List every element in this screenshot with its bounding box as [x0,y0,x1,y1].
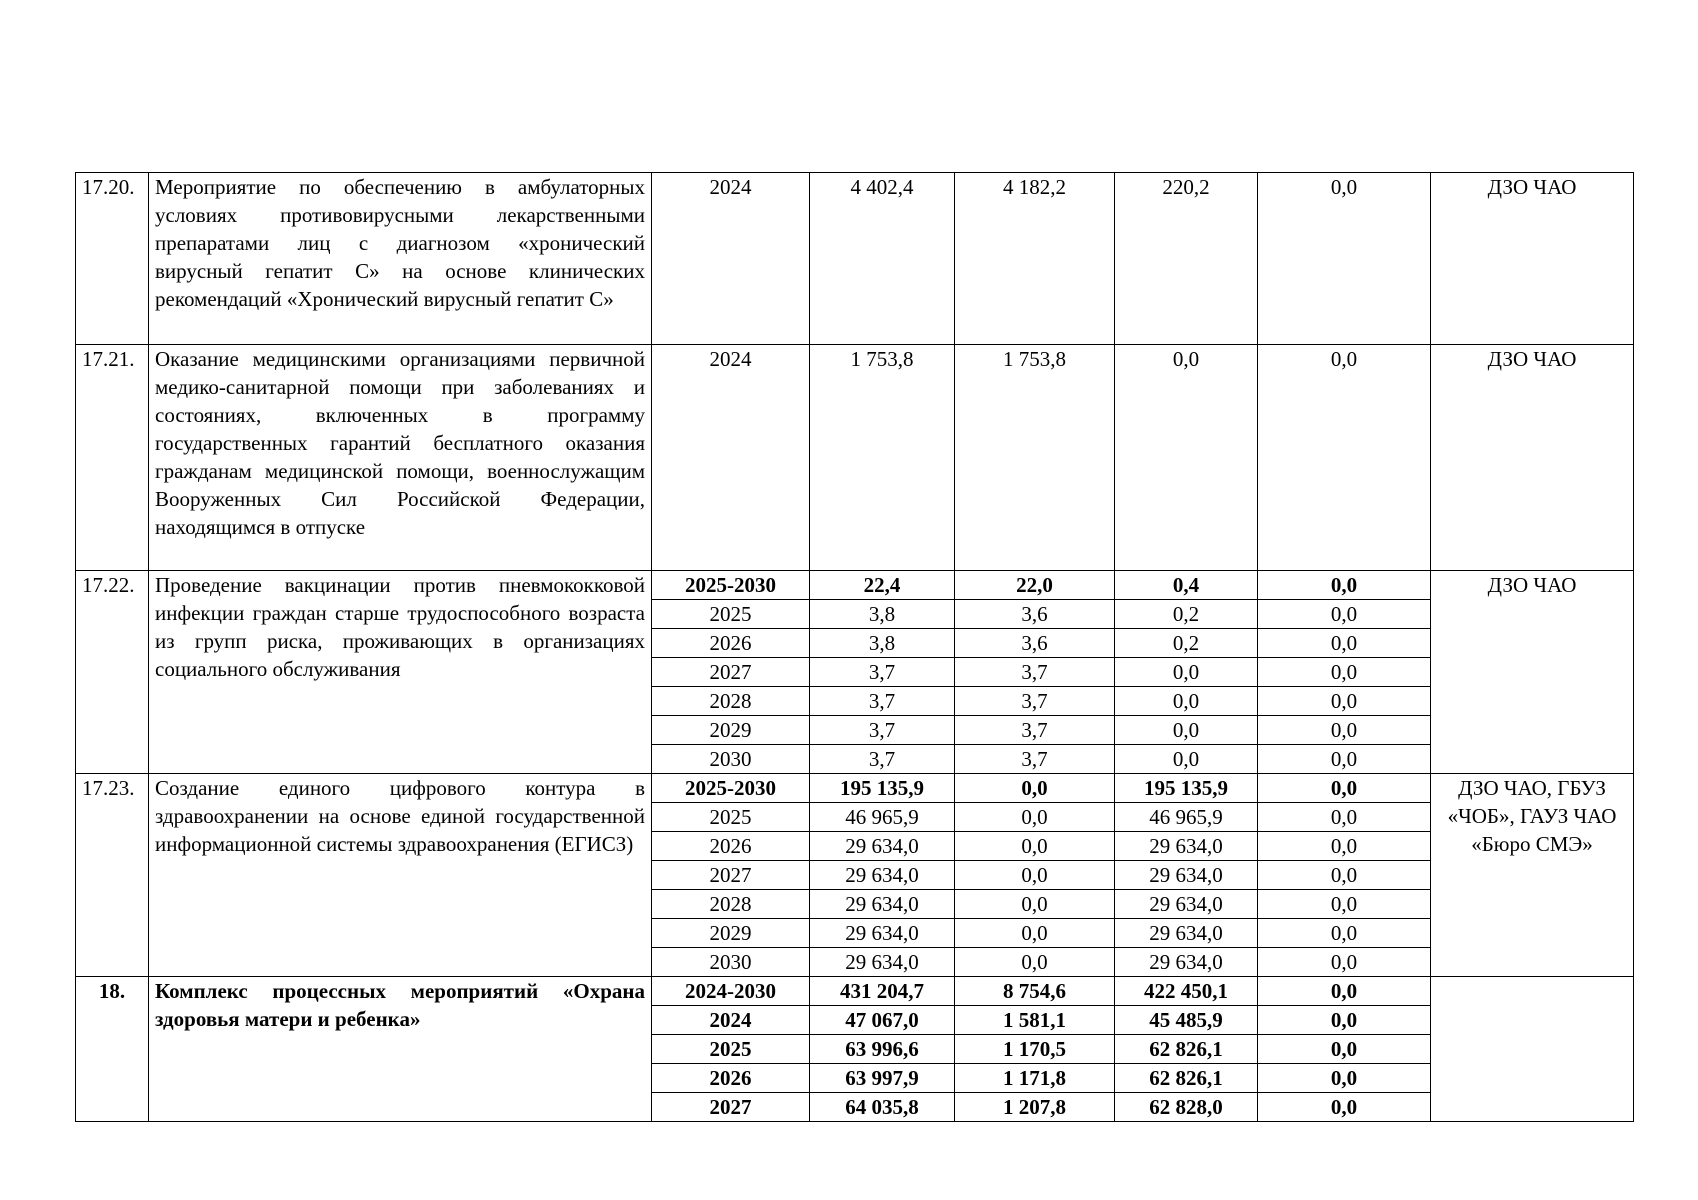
value-cell: 0,4 [1115,571,1258,600]
row-title: Мероприятие по обеспечению в амбулаторных условиях противовирусными лекарственными препаратами лиц с диагнозом «хронический вирусный гепатит С» на основе клинических рекомендаций «Хронический вирусный гепатит С» [149,173,652,345]
value-cell: 3,7 [955,745,1115,774]
value-cell: 3,7 [955,658,1115,687]
total-cell: 3,8 [810,629,955,658]
value-cell: 0,0 [1258,629,1431,658]
value-cell: 0,0 [1258,600,1431,629]
value-cell: 0,0 [955,774,1115,803]
total-cell: 29 634,0 [810,832,955,861]
value-cell: 0,0 [1115,345,1258,571]
value-cell: 422 450,1 [1115,977,1258,1006]
value-cell: 0,0 [1258,832,1431,861]
total-cell: 47 067,0 [810,1006,955,1035]
total-cell: 4 402,4 [810,173,955,345]
value-cell: 8 754,6 [955,977,1115,1006]
value-cell: 3,6 [955,629,1115,658]
row-title: Проведение вакцинации против пневмококковой инфекции граждан старше трудоспособного возраста из групп риска, проживающих в организациях социального обслуживания [149,571,652,774]
value-cell: 0,0 [1258,919,1431,948]
year-cell: 2024-2030 [652,977,810,1006]
row-code: 17.23. [76,774,149,977]
year-cell: 2025-2030 [652,774,810,803]
value-cell: 3,7 [955,687,1115,716]
value-cell: 0,0 [1258,571,1431,600]
row-code: 17.21. [76,345,149,571]
total-cell: 63 996,6 [810,1035,955,1064]
value-cell: 29 634,0 [1115,948,1258,977]
total-cell: 29 634,0 [810,890,955,919]
year-cell: 2027 [652,1093,810,1122]
value-cell: 1 753,8 [955,345,1115,571]
total-cell: 3,7 [810,716,955,745]
value-cell: 3,7 [955,716,1115,745]
table-row [76,774,1634,803]
value-cell: 0,0 [955,890,1115,919]
year-cell: 2030 [652,745,810,774]
total-cell: 22,4 [810,571,955,600]
value-cell: 29 634,0 [1115,919,1258,948]
total-cell: 29 634,0 [810,919,955,948]
value-cell: 0,0 [1258,890,1431,919]
value-cell: 0,0 [1258,1035,1431,1064]
value-cell: 0,0 [955,919,1115,948]
year-cell: 2027 [652,861,810,890]
total-cell: 29 634,0 [810,948,955,977]
value-cell: 0,0 [955,948,1115,977]
total-cell: 29 634,0 [810,861,955,890]
value-cell: 62 826,1 [1115,1035,1258,1064]
total-cell: 64 035,8 [810,1093,955,1122]
year-cell: 2028 [652,687,810,716]
value-cell: 0,0 [1258,948,1431,977]
value-cell: 0,0 [1258,1064,1431,1093]
value-cell: 45 485,9 [1115,1006,1258,1035]
value-cell: 0,0 [1258,687,1431,716]
value-cell: 0,0 [1258,1006,1431,1035]
value-cell: 0,0 [1258,345,1431,571]
value-cell: 0,2 [1115,629,1258,658]
value-cell: 0,0 [1258,803,1431,832]
value-cell: 1 207,8 [955,1093,1115,1122]
row-title: Оказание медицинскими организациями первичной медико-санитарной помощи при заболеваниях и состояниях, включенных в программу государственных гарантий бесплатного оказания гражданам медицинской помощи, военнослужащим Вооруженных Сил Российской Федерации, находящимся в отпуске [149,345,652,571]
total-cell: 195 135,9 [810,774,955,803]
value-cell: 29 634,0 [1115,832,1258,861]
total-cell: 46 965,9 [810,803,955,832]
value-cell: 0,0 [1115,716,1258,745]
total-cell: 3,7 [810,658,955,687]
total-cell: 3,7 [810,687,955,716]
year-cell: 2025 [652,803,810,832]
value-cell: 62 826,1 [1115,1064,1258,1093]
year-cell: 2030 [652,948,810,977]
executor-cell: ДЗО ЧАО [1431,571,1634,774]
value-cell: 22,0 [955,571,1115,600]
value-cell: 0,0 [1115,687,1258,716]
value-cell: 0,0 [1258,977,1431,1006]
value-cell: 3,6 [955,600,1115,629]
value-cell: 220,2 [1115,173,1258,345]
total-cell: 431 204,7 [810,977,955,1006]
year-cell: 2025 [652,1035,810,1064]
value-cell: 1 171,8 [955,1064,1115,1093]
year-cell: 2026 [652,629,810,658]
table-row [76,977,1634,1006]
row-title: Создание единого цифрового контура в здравоохранении на основе единой государственной информационной системы здравоохранения (ЕГИСЗ) [149,774,652,977]
year-cell: 2029 [652,716,810,745]
year-cell: 2028 [652,890,810,919]
value-cell: 46 965,9 [1115,803,1258,832]
year-cell: 2024 [652,173,810,345]
year-cell: 2025-2030 [652,571,810,600]
value-cell: 0,0 [955,861,1115,890]
total-cell: 3,7 [810,745,955,774]
row-code: 17.22. [76,571,149,774]
value-cell: 0,0 [1115,745,1258,774]
year-cell: 2024 [652,345,810,571]
value-cell: 0,0 [1258,1093,1431,1122]
value-cell: 29 634,0 [1115,890,1258,919]
value-cell: 1 581,1 [955,1006,1115,1035]
year-cell: 2029 [652,919,810,948]
year-cell: 2024 [652,1006,810,1035]
value-cell: 0,0 [955,803,1115,832]
budget-table [75,172,1634,1122]
executor-cell: ДЗО ЧАО [1431,345,1634,571]
value-cell: 195 135,9 [1115,774,1258,803]
executor-cell: ДЗО ЧАО [1431,173,1634,345]
value-cell: 0,2 [1115,600,1258,629]
value-cell: 0,0 [1258,658,1431,687]
year-cell: 2027 [652,658,810,687]
row-code: 17.20. [76,173,149,345]
total-cell: 3,8 [810,600,955,629]
total-cell: 63 997,9 [810,1064,955,1093]
value-cell: 0,0 [1115,658,1258,687]
year-cell: 2025 [652,600,810,629]
value-cell: 0,0 [1258,173,1431,345]
value-cell: 62 828,0 [1115,1093,1258,1122]
table-row [76,345,1634,571]
value-cell: 1 170,5 [955,1035,1115,1064]
year-cell: 2026 [652,1064,810,1093]
executor-cell: ДЗО ЧАО, ГБУЗ «ЧОБ», ГАУЗ ЧАО «Бюро СМЭ» [1431,774,1634,977]
table-row [76,173,1634,345]
row-title: Комплекс процессных мероприятий «Охрана здоровья матери и ребенка» [149,977,652,1122]
year-cell: 2026 [652,832,810,861]
value-cell: 0,0 [1258,745,1431,774]
row-code: 18. [76,977,149,1122]
table-row [76,571,1634,600]
value-cell: 4 182,2 [955,173,1115,345]
executor-cell [1431,977,1634,1122]
value-cell: 29 634,0 [1115,861,1258,890]
value-cell: 0,0 [955,832,1115,861]
value-cell: 0,0 [1258,716,1431,745]
value-cell: 0,0 [1258,774,1431,803]
total-cell: 1 753,8 [810,345,955,571]
value-cell: 0,0 [1258,861,1431,890]
